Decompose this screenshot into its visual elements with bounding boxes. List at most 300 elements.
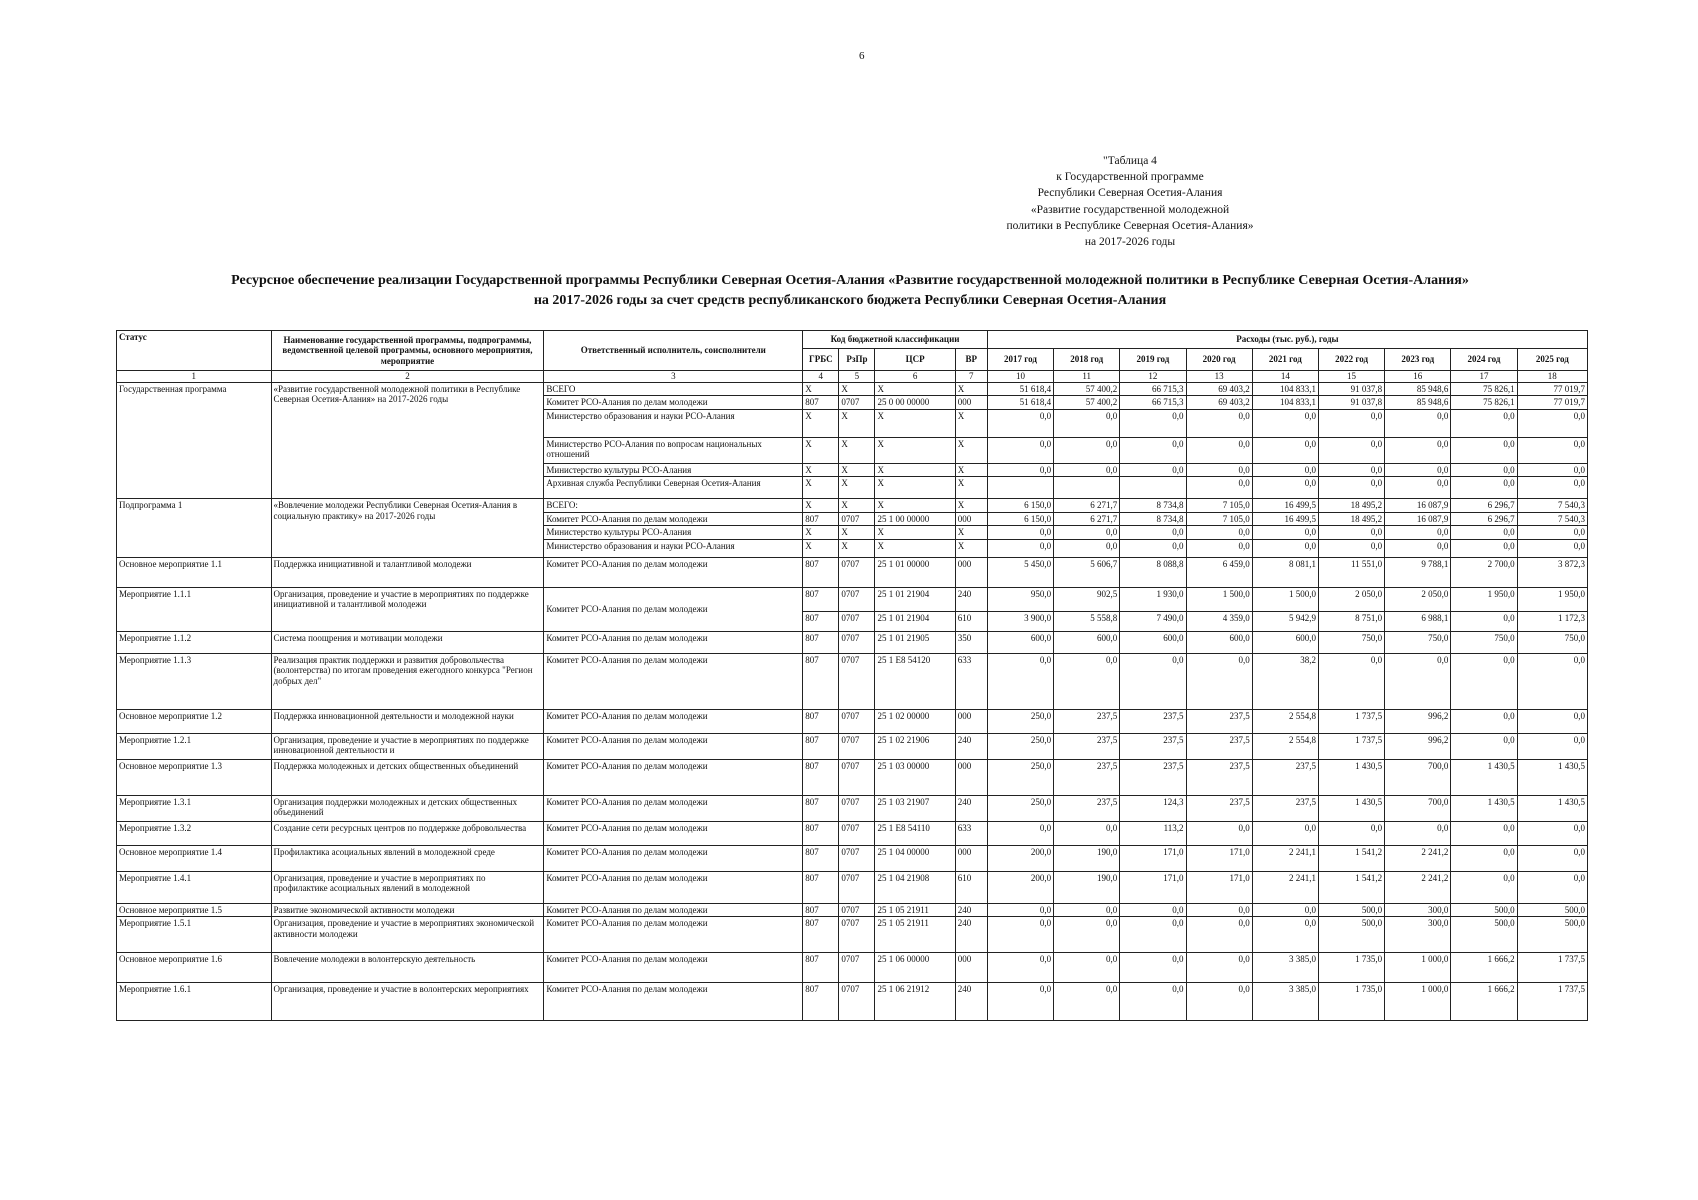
header-year: 2020 год: [1186, 349, 1252, 371]
expense-cell: 0,0: [1252, 409, 1318, 437]
expense-cell: 500,0: [1318, 903, 1384, 917]
name-cell: Организация поддержки молодежных и детских общественных объединений: [271, 795, 544, 821]
expense-cell: 1 430,5: [1451, 759, 1517, 795]
expense-cell: 69 403,2: [1186, 396, 1252, 410]
expense-cell: 1 500,0: [1252, 587, 1318, 611]
rzpr-cell: X: [839, 382, 875, 396]
expense-cell: 0,0: [1451, 821, 1517, 845]
rzpr-cell: X: [839, 437, 875, 463]
column-number: 17: [1451, 371, 1517, 383]
table-row: [117, 382, 1588, 396]
expense-cell: 0,0: [1120, 903, 1186, 917]
expense-cell: 250,0: [987, 709, 1053, 733]
expense-cell: 6 296,7: [1451, 499, 1517, 513]
table-row: [117, 709, 1588, 733]
expense-cell: 5 606,7: [1054, 557, 1120, 587]
executor-cell: Комитет РСО-Алания по делам молодежи: [544, 653, 803, 709]
expense-cell: 1 430,5: [1517, 759, 1587, 795]
expense-cell: 0,0: [1451, 437, 1517, 463]
vr-cell: 240: [955, 903, 987, 917]
expense-cell: 0,0: [1120, 539, 1186, 557]
expense-cell: 0,0: [1054, 539, 1120, 557]
expense-cell: 113,2: [1120, 821, 1186, 845]
expense-cell: 237,5: [1252, 759, 1318, 795]
name-cell: Развитие экономической активности молодежи: [271, 903, 544, 917]
grbs-cell: 807: [803, 871, 839, 903]
executor-cell: Комитет РСО-Алания по делам молодежи: [544, 983, 803, 1021]
expense-cell: 700,0: [1385, 795, 1451, 821]
grbs-cell: X: [803, 409, 839, 437]
executor-cell: ВСЕГО: [544, 382, 803, 396]
header-year: 2019 год: [1120, 349, 1186, 371]
expense-cell: 0,0: [1517, 845, 1587, 871]
header-expenses-group: Расходы (тыс. руб.), годы: [987, 331, 1587, 349]
csr-cell: 25 1 01 21904: [875, 587, 955, 611]
header-name: Наименование государственной программы, подпрограммы, ведомственной целевой программы, основного мероприятия, мероприятие: [271, 331, 544, 371]
status-cell: Подпрограмма 1: [117, 499, 272, 558]
expense-cell: 1 666,2: [1451, 983, 1517, 1021]
expense-cell: 0,0: [1451, 539, 1517, 557]
grbs-cell: X: [803, 526, 839, 540]
expense-cell: 0,0: [1252, 463, 1318, 477]
executor-cell: Комитет РСО-Алания по делам молодежи: [544, 821, 803, 845]
expense-cell: 0,0: [1385, 539, 1451, 557]
grbs-cell: 807: [803, 587, 839, 611]
vr-cell: 240: [955, 587, 987, 611]
vr-cell: X: [955, 409, 987, 437]
name-cell: Организация, проведение и участие в мероприятиях экономической активности молодежи: [271, 917, 544, 953]
expense-cell: 69 403,2: [1186, 382, 1252, 396]
executor-cell: Министерство культуры РСО-Алания: [544, 463, 803, 477]
expense-cell: 0,0: [1120, 437, 1186, 463]
rzpr-cell: 0707: [839, 512, 875, 526]
expense-cell: 237,5: [1054, 709, 1120, 733]
expense-cell: 0,0: [1318, 653, 1384, 709]
expense-cell: 0,0: [1318, 437, 1384, 463]
csr-cell: 25 1 04 00000: [875, 845, 955, 871]
expense-cell: 500,0: [1517, 917, 1587, 953]
csr-cell: X: [875, 463, 955, 477]
grbs-cell: X: [803, 539, 839, 557]
header-status: Статус: [117, 331, 272, 371]
name-cell: «Вовлечение молодежи Республики Северная Осетия-Алания в социальную практику» на 2017-2026 годы: [271, 499, 544, 558]
csr-cell: 25 1 03 21907: [875, 795, 955, 821]
grbs-cell: 807: [803, 557, 839, 587]
expense-cell: 171,0: [1186, 871, 1252, 903]
table-row: [117, 759, 1588, 795]
table-row: [117, 903, 1588, 917]
expense-cell: 600,0: [987, 631, 1053, 653]
header-year: 2022 год: [1318, 349, 1384, 371]
csr-cell: 25 1 02 00000: [875, 709, 955, 733]
expense-cell: 0,0: [1186, 953, 1252, 983]
status-cell: Основное мероприятие 1.3: [117, 759, 272, 795]
csr-cell: 25 1 E8 54110: [875, 821, 955, 845]
title-line-1: Ресурсное обеспечение реализации Государственной программы Республики Северная Осетия-Алания «Развитие государственной молодежной политики в Республике Северная Осетия-Алания»: [231, 273, 1469, 288]
header-year: 2018 год: [1054, 349, 1120, 371]
expense-cell: 0,0: [1451, 526, 1517, 540]
expense-cell: 9 788,1: [1385, 557, 1451, 587]
rzpr-cell: X: [839, 409, 875, 437]
name-cell: «Развитие государственной молодежной политики в Республике Северная Осетия-Алания» на 2017-2026 годы: [271, 382, 544, 499]
expense-cell: 237,5: [1252, 795, 1318, 821]
expense-cell: 0,0: [1517, 821, 1587, 845]
vr-cell: 000: [955, 759, 987, 795]
expense-cell: 8 734,8: [1120, 512, 1186, 526]
expense-cell: 600,0: [1120, 631, 1186, 653]
expense-cell: 85 948,6: [1385, 382, 1451, 396]
expense-cell: 0,0: [1517, 526, 1587, 540]
status-cell: Мероприятие 1.6.1: [117, 983, 272, 1021]
grbs-cell: X: [803, 382, 839, 396]
expense-cell: 57 400,2: [1054, 382, 1120, 396]
expense-cell: 0,0: [987, 463, 1053, 477]
expense-cell: 2 241,2: [1385, 871, 1451, 903]
column-number: 12: [1120, 371, 1186, 383]
name-cell: Профилактика асоциальных явлений в молодежной среде: [271, 845, 544, 871]
expense-cell: 0,0: [1451, 845, 1517, 871]
vr-cell: 633: [955, 653, 987, 709]
expense-cell: 2 554,8: [1252, 733, 1318, 759]
expense-cell: 0,0: [1252, 437, 1318, 463]
expense-cell: 0,0: [1517, 709, 1587, 733]
header-vr: ВР: [955, 349, 987, 371]
expense-cell: 51 618,4: [987, 396, 1053, 410]
expense-cell: 0,0: [1318, 477, 1384, 499]
expense-cell: 0,0: [1517, 653, 1587, 709]
name-cell: Организация, проведение и участие в мероприятиях по профилактике асоциальных явлений в молодежной: [271, 871, 544, 903]
expense-cell: 2 554,8: [1252, 709, 1318, 733]
table-row: [117, 953, 1588, 983]
grbs-cell: 807: [803, 396, 839, 410]
executor-cell: Комитет РСО-Алания по делам молодежи: [544, 396, 803, 410]
grbs-cell: X: [803, 499, 839, 513]
expense-cell: 237,5: [1186, 795, 1252, 821]
expense-cell: 1 930,0: [1120, 587, 1186, 611]
expense-cell: 0,0: [1517, 733, 1587, 759]
expense-cell: 0,0: [1451, 653, 1517, 709]
expense-cell: 237,5: [1054, 733, 1120, 759]
name-cell: Реализация практик поддержки и развития добровольчества (волонтерства) по итогам проведения ежегодного конкурса "Регион добрых дел": [271, 653, 544, 709]
column-number: 11: [1054, 371, 1120, 383]
grbs-cell: 807: [803, 631, 839, 653]
expense-cell: 0,0: [1318, 463, 1384, 477]
expense-cell: 7 105,0: [1186, 499, 1252, 513]
expense-cell: 7 105,0: [1186, 512, 1252, 526]
expense-cell: 3 385,0: [1252, 983, 1318, 1021]
expense-cell: 171,0: [1186, 845, 1252, 871]
expense-cell: 600,0: [1186, 631, 1252, 653]
expense-cell: 1 430,5: [1318, 795, 1384, 821]
expense-cell: 75 826,1: [1451, 382, 1517, 396]
vr-cell: X: [955, 382, 987, 396]
expense-cell: 0,0: [1385, 463, 1451, 477]
expense-cell: 0,0: [987, 821, 1053, 845]
expense-cell: 902,5: [1054, 587, 1120, 611]
rzpr-cell: 0707: [839, 903, 875, 917]
expense-cell: 2 700,0: [1451, 557, 1517, 587]
expense-cell: 0,0: [1252, 917, 1318, 953]
expense-cell: 0,0: [1451, 871, 1517, 903]
expense-cell: 6 296,7: [1451, 512, 1517, 526]
expense-cell: 237,5: [1120, 759, 1186, 795]
expense-cell: 0,0: [1517, 437, 1587, 463]
csr-cell: 25 1 06 00000: [875, 953, 955, 983]
rzpr-cell: 0707: [839, 983, 875, 1021]
executor-cell: Комитет РСО-Алания по делам молодежи: [544, 953, 803, 983]
vr-cell: 350: [955, 631, 987, 653]
column-number: 18: [1517, 371, 1587, 383]
expense-cell: 0,0: [1318, 409, 1384, 437]
header-year: 2025 год: [1517, 349, 1587, 371]
expense-cell: 750,0: [1385, 631, 1451, 653]
expense-cell: 0,0: [987, 953, 1053, 983]
expense-cell: 8 751,0: [1318, 611, 1384, 631]
rzpr-cell: 0707: [839, 759, 875, 795]
expense-cell: 0,0: [1054, 917, 1120, 953]
rzpr-cell: 0707: [839, 709, 875, 733]
header-year: 2023 год: [1385, 349, 1451, 371]
rzpr-cell: X: [839, 477, 875, 499]
expense-cell: 5 558,8: [1054, 611, 1120, 631]
csr-cell: X: [875, 382, 955, 396]
expense-cell: 91 037,8: [1318, 396, 1384, 410]
csr-cell: 25 1 E8 54120: [875, 653, 955, 709]
header-code-group: Код бюджетной классификации: [803, 331, 988, 349]
grbs-cell: 807: [803, 845, 839, 871]
grbs-cell: 807: [803, 795, 839, 821]
vr-cell: 000: [955, 557, 987, 587]
expense-cell: 11 551,0: [1318, 557, 1384, 587]
expense-cell: 85 948,6: [1385, 396, 1451, 410]
column-number: 7: [955, 371, 987, 383]
expense-cell: 0,0: [1318, 526, 1384, 540]
expense-cell: 237,5: [1054, 759, 1120, 795]
expense-cell: 500,0: [1451, 903, 1517, 917]
status-cell: Основное мероприятие 1.2: [117, 709, 272, 733]
csr-cell: 25 1 01 21904: [875, 611, 955, 631]
expense-cell: 0,0: [1120, 953, 1186, 983]
expense-cell: 0,0: [1054, 953, 1120, 983]
expense-cell: 6 271,7: [1054, 499, 1120, 513]
expense-cell: 1 000,0: [1385, 983, 1451, 1021]
vr-cell: 240: [955, 733, 987, 759]
expense-cell: 250,0: [987, 795, 1053, 821]
title-line-2: на 2017-2026 годы за счет средств республиканского бюджета Республики Северная Осетия-Алания: [533, 293, 1167, 308]
vr-cell: X: [955, 477, 987, 499]
expense-cell: 0,0: [1120, 409, 1186, 437]
expense-cell: 237,5: [1186, 759, 1252, 795]
document-title: [110, 271, 1590, 311]
vr-cell: X: [955, 539, 987, 557]
name-cell: Система поощрения и мотивации молодежи: [271, 631, 544, 653]
table-row: [117, 871, 1588, 903]
expense-cell: 1 500,0: [1186, 587, 1252, 611]
status-cell: Мероприятие 1.3.2: [117, 821, 272, 845]
grbs-cell: 807: [803, 611, 839, 631]
expense-cell: 0,0: [1120, 917, 1186, 953]
csr-cell: 25 1 03 00000: [875, 759, 955, 795]
vr-cell: X: [955, 437, 987, 463]
expense-cell: 6 150,0: [987, 499, 1053, 513]
expense-cell: 16 087,9: [1385, 512, 1451, 526]
expense-cell: 0,0: [1186, 409, 1252, 437]
expense-cell: 18 495,2: [1318, 499, 1384, 513]
vr-cell: 240: [955, 795, 987, 821]
column-number: 6: [875, 371, 955, 383]
expense-cell: 18 495,2: [1318, 512, 1384, 526]
expense-cell: 300,0: [1385, 903, 1451, 917]
expense-cell: 66 715,3: [1120, 382, 1186, 396]
expense-cell: 0,0: [1054, 526, 1120, 540]
expense-cell: 237,5: [1054, 795, 1120, 821]
status-cell: Мероприятие 1.1.3: [117, 653, 272, 709]
expense-cell: 700,0: [1385, 759, 1451, 795]
expense-cell: 4 359,0: [1186, 611, 1252, 631]
rzpr-cell: X: [839, 526, 875, 540]
expense-cell: 104 833,1: [1252, 396, 1318, 410]
column-number: 3: [544, 371, 803, 383]
executor-cell: Комитет РСО-Алания по делам молодежи: [544, 845, 803, 871]
expense-cell: 91 037,8: [1318, 382, 1384, 396]
expense-cell: 0,0: [1517, 477, 1587, 499]
csr-cell: 25 0 00 00000: [875, 396, 955, 410]
expense-cell: 1 000,0: [1385, 953, 1451, 983]
grbs-cell: X: [803, 477, 839, 499]
expense-cell: 51 618,4: [987, 382, 1053, 396]
expense-cell: 2 241,1: [1252, 871, 1318, 903]
executor-cell: Комитет РСО-Алания по делам молодежи: [544, 709, 803, 733]
expense-cell: 5 450,0: [987, 557, 1053, 587]
expense-cell: 7 490,0: [1120, 611, 1186, 631]
vr-cell: X: [955, 463, 987, 477]
expense-cell: 0,0: [987, 526, 1053, 540]
expense-cell: 104 833,1: [1252, 382, 1318, 396]
expense-cell: 16 087,9: [1385, 499, 1451, 513]
expense-cell: 3 900,0: [987, 611, 1053, 631]
expense-cell: 0,0: [1186, 463, 1252, 477]
expense-cell: 0,0: [1054, 653, 1120, 709]
expense-cell: 0,0: [987, 653, 1053, 709]
expense-cell: 0,0: [1120, 653, 1186, 709]
column-number: 2: [271, 371, 544, 383]
column-number: 15: [1318, 371, 1384, 383]
expense-cell: 1 737,5: [1318, 709, 1384, 733]
executor-cell: Архивная служба Республики Северная Осетия-Алания: [544, 477, 803, 499]
expense-cell: 77 019,7: [1517, 396, 1587, 410]
expense-cell: 0,0: [1186, 917, 1252, 953]
expense-cell: 1 737,5: [1517, 953, 1587, 983]
csr-cell: 25 1 06 21912: [875, 983, 955, 1021]
expense-cell: 3 385,0: [1252, 953, 1318, 983]
csr-cell: X: [875, 409, 955, 437]
grbs-cell: 807: [803, 903, 839, 917]
expense-cell: 0,0: [1451, 709, 1517, 733]
expense-cell: 6 459,0: [1186, 557, 1252, 587]
expense-cell: 2 241,2: [1385, 845, 1451, 871]
grbs-cell: 807: [803, 917, 839, 953]
grbs-cell: 807: [803, 953, 839, 983]
name-cell: Поддержка инновационной деятельности и молодежной науки: [271, 709, 544, 733]
expense-cell: 0,0: [987, 983, 1053, 1021]
expense-cell: 0,0: [1517, 539, 1587, 557]
expense-cell: 750,0: [1451, 631, 1517, 653]
rzpr-cell: X: [839, 539, 875, 557]
expense-cell: 0,0: [1054, 821, 1120, 845]
csr-cell: 25 1 04 21908: [875, 871, 955, 903]
grbs-cell: 807: [803, 821, 839, 845]
vr-cell: X: [955, 526, 987, 540]
executor-cell: Комитет РСО-Алания по делам молодежи: [544, 733, 803, 759]
expense-cell: 0,0: [1451, 409, 1517, 437]
expense-cell: 237,5: [1186, 709, 1252, 733]
expense-cell: 1 735,0: [1318, 953, 1384, 983]
table-row: [117, 917, 1588, 953]
status-cell: Мероприятие 1.3.1: [117, 795, 272, 821]
column-number: 14: [1252, 371, 1318, 383]
expense-cell: 7 540,3: [1517, 512, 1587, 526]
expense-cell: 0,0: [987, 917, 1053, 953]
name-cell: Поддержка инициативной и талантливой молодежи: [271, 557, 544, 587]
rzpr-cell: 0707: [839, 953, 875, 983]
expense-cell: 237,5: [1120, 709, 1186, 733]
status-cell: Основное мероприятие 1.6: [117, 953, 272, 983]
page-number: 6: [859, 50, 865, 62]
vr-cell: 000: [955, 845, 987, 871]
expense-cell: 6 150,0: [987, 512, 1053, 526]
expense-cell: 0,0: [1252, 539, 1318, 557]
expense-cell: 3 872,3: [1517, 557, 1587, 587]
csr-cell: 25 1 02 21906: [875, 733, 955, 759]
table-row: [117, 733, 1588, 759]
executor-cell: Комитет РСО-Алания по делам молодежи: [544, 557, 803, 587]
status-cell: Мероприятие 1.1.2: [117, 631, 272, 653]
expense-cell: 237,5: [1186, 733, 1252, 759]
status-cell: Основное мероприятие 1.1: [117, 557, 272, 587]
name-cell: Поддержка молодежных и детских общественных объединений: [271, 759, 544, 795]
rzpr-cell: 0707: [839, 653, 875, 709]
status-cell: Основное мероприятие 1.4: [117, 845, 272, 871]
grbs-cell: 807: [803, 653, 839, 709]
csr-cell: X: [875, 526, 955, 540]
expense-cell: 0,0: [1186, 983, 1252, 1021]
executor-cell: Комитет РСО-Алания по делам молодежи: [544, 871, 803, 903]
table-row: [117, 795, 1588, 821]
table-row: [117, 983, 1588, 1021]
expense-cell: 500,0: [1451, 917, 1517, 953]
expense-cell: 0,0: [1186, 821, 1252, 845]
expense-cell: 2 050,0: [1318, 587, 1384, 611]
expense-cell: 0,0: [1451, 477, 1517, 499]
expense-cell: [1120, 477, 1186, 499]
expense-cell: 0,0: [1385, 526, 1451, 540]
expense-cell: 57 400,2: [1054, 396, 1120, 410]
csr-cell: 25 1 01 00000: [875, 557, 955, 587]
header-grbs: ГРБС: [803, 349, 839, 371]
expense-cell: 0,0: [1385, 477, 1451, 499]
expense-cell: 1 541,2: [1318, 845, 1384, 871]
rzpr-cell: 0707: [839, 587, 875, 611]
header-year: 2017 год: [987, 349, 1053, 371]
expense-cell: 0,0: [987, 539, 1053, 557]
executor-cell: ВСЕГО:: [544, 499, 803, 513]
budget-table: [116, 330, 1588, 1021]
expense-cell: 0,0: [1451, 733, 1517, 759]
table-row: [117, 499, 1588, 513]
expense-cell: 950,0: [987, 587, 1053, 611]
name-cell: Организация, проведение и участие в волонтерских мероприятиях: [271, 983, 544, 1021]
csr-cell: X: [875, 477, 955, 499]
